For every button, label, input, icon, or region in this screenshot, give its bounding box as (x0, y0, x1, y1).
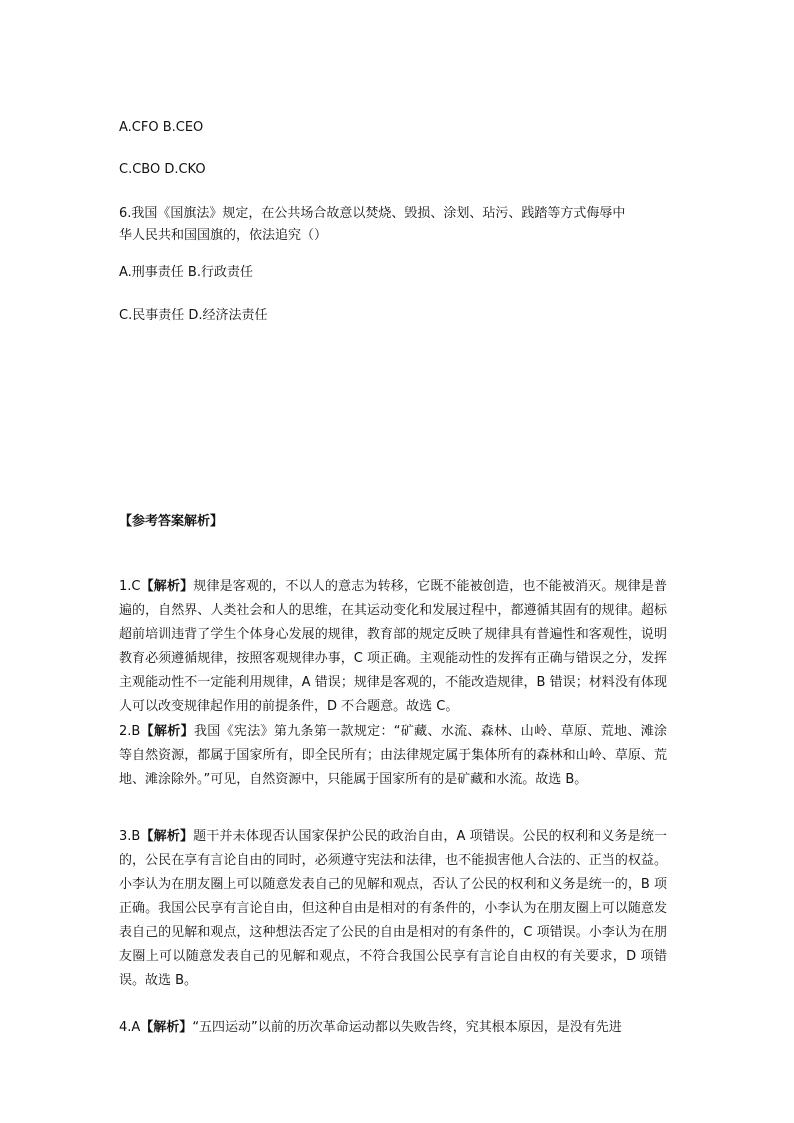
q5-options-line1: A.CFO B.CEO (119, 120, 204, 135)
q6-options-line1: A.刑事责任 B.行政责任 (119, 265, 253, 280)
answer-text: “五四运动”以前的历次革命运动都以失败告终，究其根本原因，是没有先进 (192, 1020, 622, 1035)
q5-options-line2: C.CBO D.CKO (119, 162, 206, 177)
answer-text: 我国《宪法》第九条第一款规定：“矿藏、水流、森林、山岭、草原、荒地、滩涂等自然资源，都属于国家所有，即全民所有；由法律规定属于集体所有的森林和山岭、草原、荒地、滩涂除外。”可见，自然资源中，只能属于国家所有的是矿藏和水流。故选 B。 (119, 724, 667, 787)
answer-number: 2.B (119, 724, 141, 739)
answer-item-2 (119, 720, 667, 792)
answer-text: 题干并未体现否认国家保护公民的政治自由，A 项错误。公民的权利和义务是统一的，公民在享有言论自由的同时，必须遵守宪法和法律，也不能损害他人合法的、正当的权益。小李认为在朋友圈上可以随意发表自己的见解和观点，否认了公民的权利和义务是统一的，B 项正确。我国公民享有言论自由，但这种自由是相对的有条件的，小李认为在朋友圈上可以随意发表自己的见解和观点，这种想法否定了公民的自由是相对的有条件的，C 项错误。小李认为在朋友圈上可以随意发表自己的见解和观点，不符合我国公民享有言论自由权的有关要求，D 项错误。故选 B。 (119, 829, 667, 988)
analysis-tag: 【解析】 (140, 724, 194, 739)
q6-stem-line2: 华人民共和国国旗的，依法追究（） (119, 228, 328, 243)
analysis-tag: 【解析】 (140, 1020, 193, 1035)
q6-stem-line1: 6.我国《国旗法》规定，在公共场合故意以焚烧、毁损、涂划、玷污、践踏等方式侮辱中 (119, 206, 626, 221)
answer-number: 4.A (119, 1020, 141, 1035)
analysis-tag: 【解析】 (140, 579, 194, 594)
answer-item-3 (119, 825, 667, 993)
answer-number: 1.C (119, 579, 141, 594)
answer-text: 规律是客观的，不以人的意志为转移，它既不能被创造，也不能被消灭。规律是普遍的，自然界、人类社会和人的思维，在其运动变化和发展过程中，都遵循其固有的规律。超标超前培训违背了学生个体身心发展的规律，教育部的规定反映了规律具有普遍性和客观性，说明教育必须遵循规律，按照客观规律办事，C 项正确。主观能动性的发挥有正确与错误之分，发挥主观能动性不一定能利用规律，A 错误；规律是客观的，不能改造规律，B 错误；材料没有体现人可以改变规律起作用的前提条件，D 不合题意。故选 C。 (119, 579, 667, 714)
q6-options-line2: C.民事责任 D.经济法责任 (119, 308, 268, 323)
answer-number: 3.B (119, 829, 141, 844)
answer-item-1 (119, 575, 667, 719)
answer-heading: 【参考答案解析】 (119, 514, 224, 529)
answer-item-4 (119, 1016, 667, 1040)
analysis-tag: 【解析】 (140, 829, 194, 844)
